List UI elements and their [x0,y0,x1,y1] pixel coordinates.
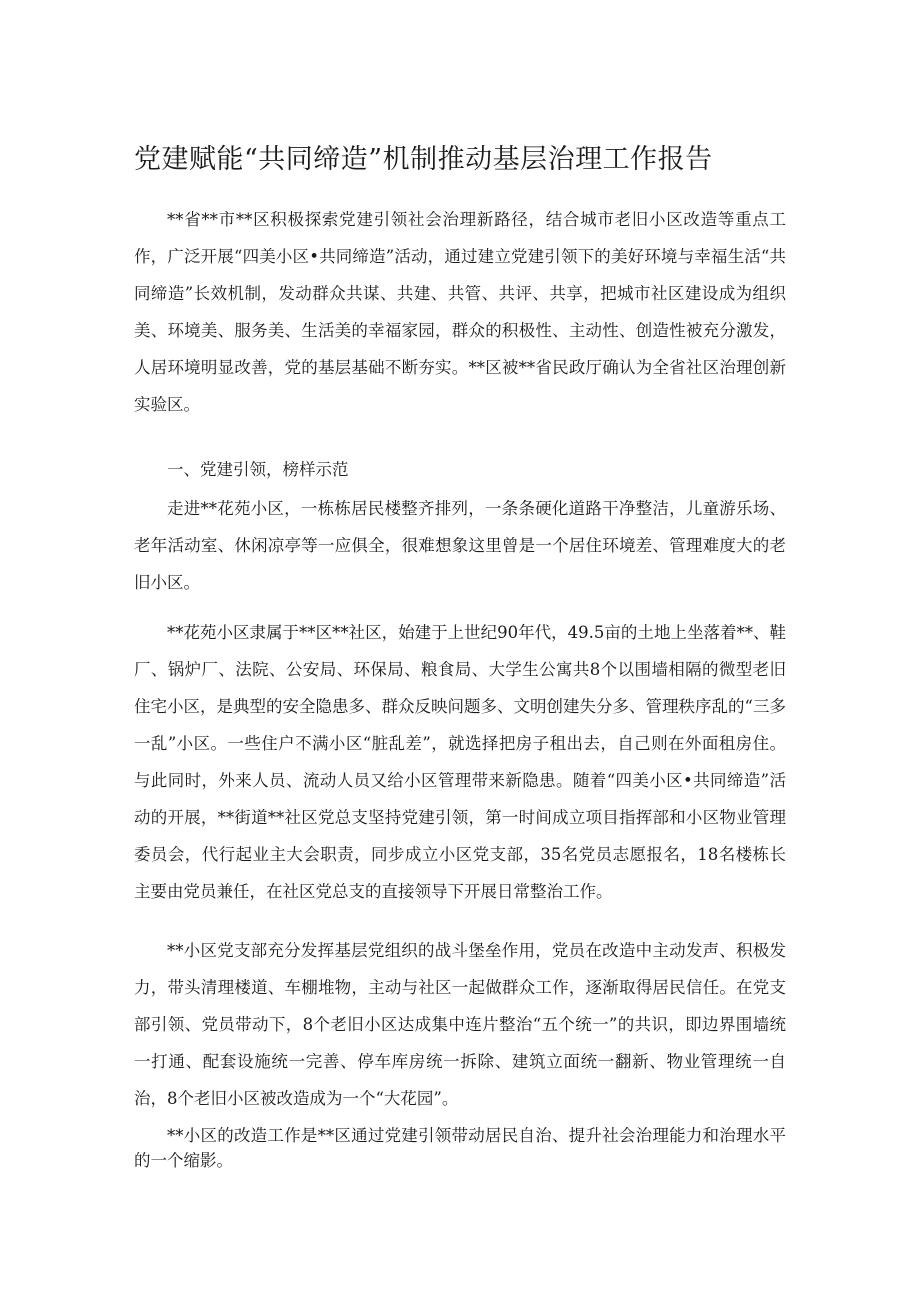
body-paragraph-4: **小区党支部充分发挥基层党组织的战斗堡垒作用，党员在改造中主动发声、积极发力，带头清理楼道、车棚堆物，主动与社区一起做群众工作，逐渐取得居民信任。在党支部引领、党员带动下，8个老旧小区达成集中连片整治“五个统一”的共识，即边界围墙统一打通、配套设施统一完善、停车库房统一拆除、建筑立面统一翻新、物业管理统一自治，8个老旧小区被改造成为一个“大花园”。 [134,941,786,1108]
document-title: 党建赋能“共同缔造”机制推动基层治理工作报告 [134,144,713,175]
body-paragraph-5: **小区的改造工作是**区通过党建引领带动居民自治、提升社会治理能力和治理水平的一个缩影。 [134,1126,786,1170]
intro-paragraph: **省**市**区积极探索党建引领社会治理新路径，结合城市老旧小区改造等重点工作，广泛开展“四美小区•共同缔造”活动，通过建立党建引领下的美好环境与幸福生活“共同缔造”长效机制，发动群众共谋、共建、共管、共评、共享，把城市社区建设成为组织美、环境美、服务美、生活美的幸福家园，群众的积极性、主动性、创造性被充分激发，人居环境明显改善，党的基层基础不断夯实。**区被**省民政厅确认为全省社区治理创新实验区。 [134,210,786,414]
body-paragraph-2: 走进**花苑小区，一栋栋居民楼整齐排列，一条条硬化道路干净整洁，儿童游乐场、老年活动室、休闲凉亭等一应俱全，很难想象这里曾是一个居住环境差、管理难度大的老旧小区。 [134,499,786,592]
section-heading-1: 一、党建引领，榜样示范 [167,460,349,479]
body-paragraph-3: **花苑小区隶属于**区**社区，始建于上世纪90年代，49.5亩的土地上坐落着**、鞋厂、锅炉厂、法院、公安局、环保局、粮食局、大学生公寓共8个以围墙相隔的微型老旧住宅小区，是典型的安全隐患多、群众反映问题多、文明创建失分多、管理秩序乱的“三多一乱”小区。一些住户不满小区“脏乱差”，就选择把房子租出去，自己则在外面租房住。与此同时，外来人员、流动人员又给小区管理带来新隐患。随着“四美小区•共同缔造”活动的开展，**街道**社区党总支坚持党建引领，第一时间成立项目指挥部和小区物业管理委员会，代行起业主大会职责，同步成立小区党支部，35名党员志愿报名，18名楼栋长主要由党员兼任，在社区党总支的直接领导下开展日常整治工作。 [134,623,786,901]
